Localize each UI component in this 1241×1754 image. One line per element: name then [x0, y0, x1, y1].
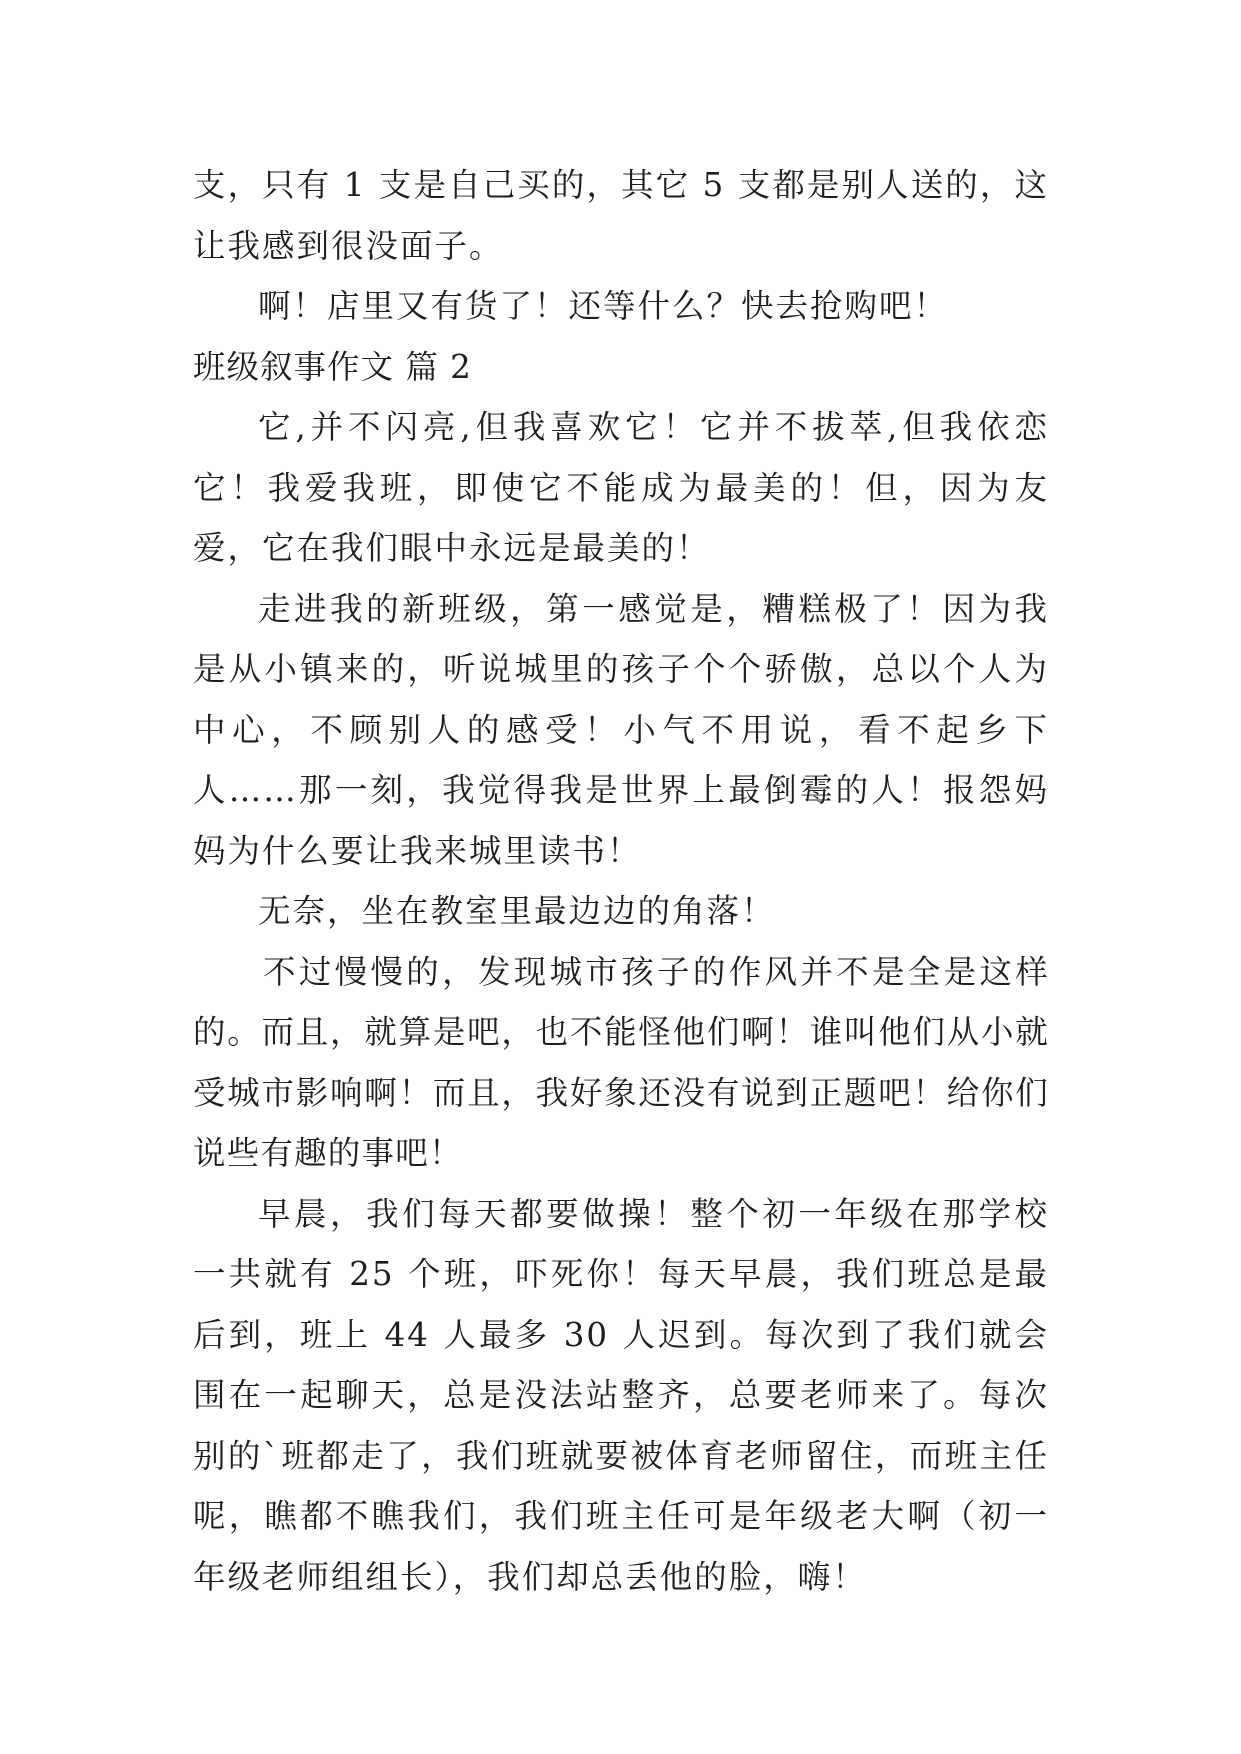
paragraph-corner-seat: 无奈，坐在教室里最边边的角落！ — [258, 892, 776, 930]
essay-body — [193, 155, 1049, 1607]
paragraph-continuation: 支，只有 1 支是自己买的，其它 5 支都是别人送的，这让我感到很没面子。 — [193, 166, 1049, 265]
paragraph-city-kids: 不过慢慢的，发现城市孩子的作风并不是全是这样的。而且，就算是吧，也不能怪他们啊！谁叫他们从小就受城市影响啊！而且，我好象还没有说到正题吧！给你们说些有趣的事吧！ — [193, 952, 1049, 1172]
paragraph-morning-exercise: 早晨，我们每天都要做操！整个初一年级在那学校一共就有 25 个班，吓死你！每天早晨，我们班总是最后到，班上 44 人最多 30 人迟到。每次到了我们就会围在一起聊天，总是没法站整齐，总要老师来了。每次别的`班都走了，我们班就要被体育老师留住，而班主任呢，瞧都不瞧我们，我们班主任可是年级老大啊（初一年级老师组组长），我们却总丢他的脸，嗨！ — [193, 1194, 1049, 1596]
paragraph-love-my-class: 它,并不闪亮,但我喜欢它！它并不拔萃,但我依恋它！我爱我班，即使它不能成为最美的！但，因为友爱，它在我们眼中永远是最美的！ — [193, 408, 1049, 567]
paragraph-restock-exclamation: 啊！店里又有货了！还等什么？快去抢购吧！ — [258, 287, 949, 325]
essay-section-heading: 班级叙事作文 篇 2 — [193, 347, 472, 386]
paragraph-first-impression: 走进我的新班级，第一感觉是，糟糕极了！因为我是从小镇来的，听说城里的孩子个个骄傲，总以个人为中心，不顾别人的感受！小气不用说，看不起乡下人……那一刻，我觉得我是世界上最倒霉的人！报怨妈妈为什么要让我来城里读书！ — [193, 589, 1049, 870]
